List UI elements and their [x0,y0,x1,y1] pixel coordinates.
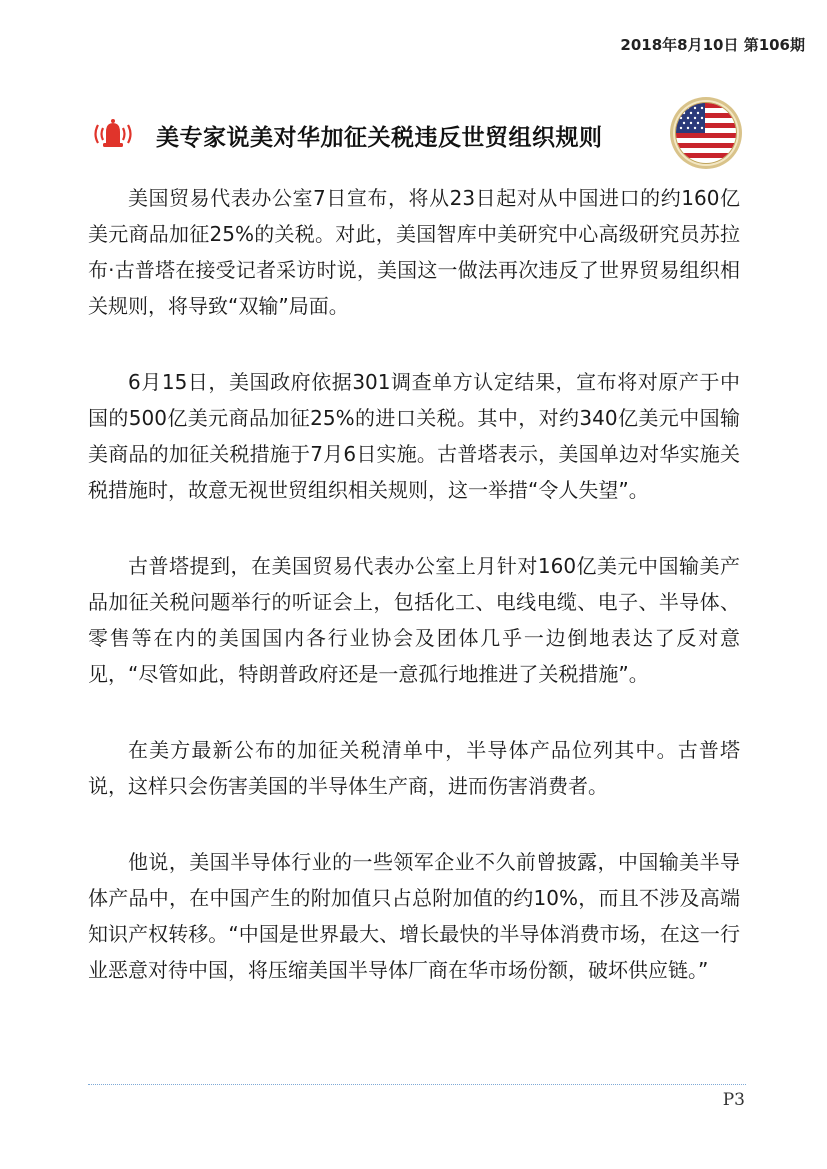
article-paragraph: 在美方最新公布的加征关税清单中，半导体产品位列其中。古普塔说，这样只会伤害美国的半导体生产商，进而伤害消费者。 [88,738,740,798]
article-body [88,180,740,1028]
headline-row [90,105,741,165]
page-number: P3 [722,1090,745,1110]
issue-date-line: 2018年8月10日 第106期 [620,36,805,54]
article-paragraph: 美国贸易代表办公室7日宣布，将从23日起对从中国进口的约160亿美元商品加征25%的关税。对此，美国智库中美研究中心高级研究员苏拉布·古普塔在接受记者采访时说，美国这一做法再次违反了世界贸易组织相关规则，将导致“双输”局面。 [88,186,740,318]
footer-divider [88,1084,746,1085]
article-paragraph: 6月15日，美国政府依据301调查单方认定结果，宣布将对原产于中国的500亿美元商品加征25%的进口关税。其中，对约340亿美元中国输美商品的加征关税措施于7月6日实施。古普塔表示，美国单边对华实施关税措施时，故意无视世贸组织相关规则，这一举措“令人失望”。 [88,370,740,502]
article-paragraph: 他说，美国半导体行业的一些领军企业不久前曾披露，中国输美半导体产品中，在中国产生的附加值只占总附加值的约10%，而且不涉及高端知识产权转移。“中国是世界最大、增长最快的半导体消费市场，在这一行业恶意对待中国，将压缩美国半导体厂商在华市场份额，破坏供应链。” [88,850,740,982]
article-paragraph: 古普塔提到，在美国贸易代表办公室上月针对160亿美元中国输美产品加征关税问题举行的听证会上，包括化工、电线电缆、电子、半导体、零售等在内的美国国内各行业协会及团体几乎一边倒地表达了反对意见，“尽管如此，特朗普政府还是一意孤行地推进了关税措施”。 [88,554,740,686]
article-title: 美专家说美对华加征关税违反世贸组织规则 [156,125,603,151]
alarm-bell-icon [90,117,136,153]
us-flag-icon [669,96,743,170]
